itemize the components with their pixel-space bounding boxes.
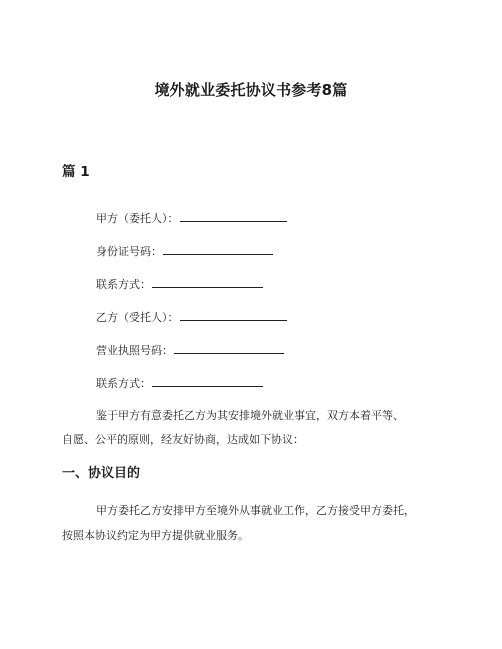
field-label: 联系方式： xyxy=(96,278,151,291)
document-title: 境外就业委托协议书参考8篇 xyxy=(154,81,348,99)
field-label: 甲方（委托人）： xyxy=(96,212,179,225)
intro-paragraph-line-2: 自愿、公平的原则，经友好协商，达成如下协议： xyxy=(62,433,304,446)
blank-underline xyxy=(174,342,284,354)
section-heading-purpose: 一、协议目的 xyxy=(62,466,141,481)
blank-underline xyxy=(180,309,287,321)
field-agent-name xyxy=(96,309,287,325)
field-agent-contact xyxy=(96,375,263,391)
field-client-contact xyxy=(96,276,263,292)
field-label: 联系方式： xyxy=(96,377,151,390)
field-label: 身份证号码： xyxy=(96,245,162,258)
field-business-license xyxy=(96,342,284,358)
field-label: 乙方（受托人）： xyxy=(96,311,179,324)
field-id-number xyxy=(96,243,273,259)
blank-underline xyxy=(180,210,287,222)
intro-paragraph-line-1: 鉴于甲方有意委托乙方为其安排境外就业事宜，双方本着平等、 xyxy=(96,409,404,422)
field-client-name xyxy=(96,210,287,226)
section-paragraph-line-1: 甲方委托乙方安排甲方至境外从事就业工作，乙方接受甲方委托， xyxy=(96,504,415,517)
field-label: 营业执照号码： xyxy=(96,344,173,357)
part-heading: 篇 1 xyxy=(62,164,90,180)
blank-underline xyxy=(152,375,263,387)
blank-underline xyxy=(152,276,263,288)
blank-underline xyxy=(163,243,273,255)
section-paragraph-line-2: 按照本协议约定为甲方提供就业服务。 xyxy=(62,529,249,542)
